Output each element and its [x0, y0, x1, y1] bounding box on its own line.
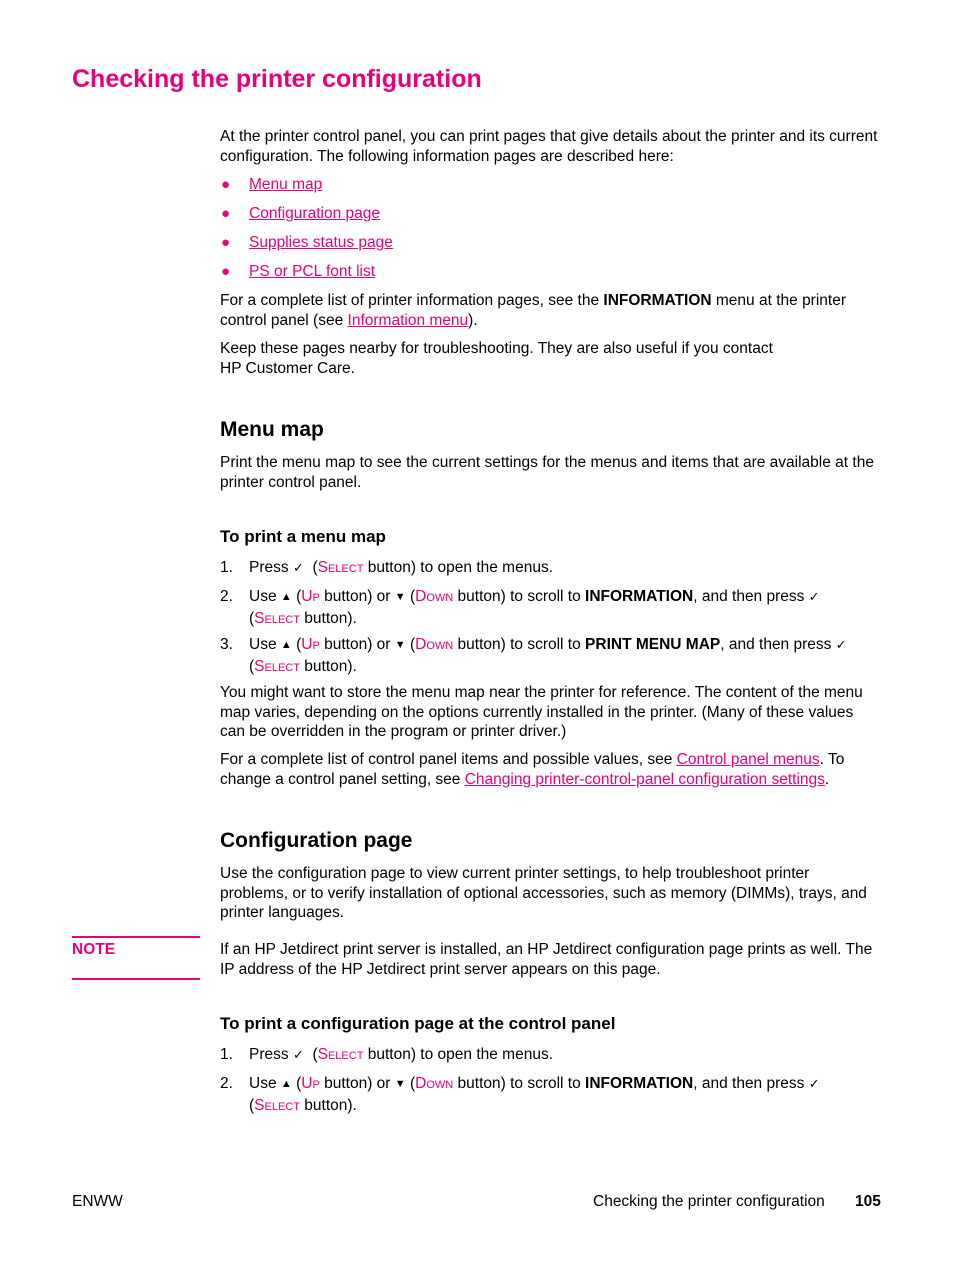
note-label: NOTE	[72, 941, 116, 958]
select-button-label: SELECT	[317, 559, 364, 576]
note-text: If an HP Jetdirect print server is installed, an HP Jetdirect configuration page prints as well. The IP address of the HP Jetdirect print server appears on this page.	[220, 941, 873, 978]
page-title: Checking the printer configuration	[72, 65, 482, 93]
list-item	[220, 262, 393, 291]
up-arrow-icon: ▲	[280, 639, 292, 651]
print-menu-map-heading: To print a menu map	[220, 527, 386, 546]
print-configuration-page-heading: To print a configuration page at the control panel	[220, 1014, 616, 1033]
up-arrow-icon: ▲	[280, 1078, 292, 1090]
link-menu-map[interactable]: Menu map	[249, 176, 323, 193]
list-item	[220, 204, 393, 233]
down-button-label: DOWN	[415, 1075, 454, 1092]
up-button-label: UP	[301, 636, 320, 653]
checkmark-icon: ✓	[292, 1047, 304, 1062]
footer-left: ENWW	[72, 1193, 123, 1210]
page-number: 105	[855, 1193, 881, 1210]
down-button-label: DOWN	[415, 636, 454, 653]
up-button-label: UP	[301, 588, 320, 605]
list-item	[220, 175, 393, 204]
note-top-rule	[72, 936, 200, 938]
link-configuration-page[interactable]: Configuration page	[249, 205, 380, 222]
menu-map-paragraph: Print the menu map to see the current settings for the menus and items that are available at the printer control panel.	[220, 454, 874, 491]
link-information-menu[interactable]: Information menu	[347, 311, 469, 329]
checkmark-icon: ✓	[808, 589, 820, 604]
config-step-1: 1. Press ✓ (SELECT button) to open the menus.	[220, 1046, 554, 1063]
link-supplies-status-page[interactable]: Supplies status page	[249, 234, 393, 251]
bullet-icon: ●	[221, 263, 231, 280]
step-2: 2. Use ▲ (UP button) or ▼ (DOWN button) to scroll to INFORMATION, and then press ✓ (SELECT button).	[220, 588, 820, 627]
bullet-icon: ●	[221, 205, 231, 222]
configuration-page-paragraph: Use the configuration page to view current printer settings, to help troubleshoot printer problems, or to verify installation of optional accessories, such as memory (DIMMs), trays, and printer languages.	[220, 865, 867, 921]
up-arrow-icon: ▲	[280, 591, 292, 603]
info-pages-list	[220, 175, 393, 291]
control-panel-paragraph: For a complete list of control panel items and possible values, see Control panel menus. To change a control panel setting, see Changing printer-control-panel configuration settings.	[220, 751, 845, 788]
list-item	[220, 233, 393, 262]
select-button-label: SELECT	[254, 1096, 300, 1114]
select-button-label: SELECT	[317, 1046, 364, 1063]
checkmark-icon: ✓	[808, 1076, 820, 1091]
link-changing-settings[interactable]: Changing printer-control-panel configuration settings	[464, 770, 825, 788]
up-button-label: UP	[301, 1075, 320, 1092]
checkmark-icon: ✓	[835, 637, 847, 652]
config-step-2: 2. Use ▲ (UP button) or ▼ (DOWN button) to scroll to INFORMATION, and then press ✓ (SELECT button).	[220, 1075, 820, 1114]
menu-map-heading: Menu map	[220, 418, 324, 441]
link-control-panel-menus[interactable]: Control panel menus	[676, 751, 820, 768]
menu-map-storage-paragraph: You might want to store the menu map near the printer for reference. The content of the menu map varies, depending on the options currently installed in the printer. (Many of these values can be overridden in the program or printer driver.)	[220, 684, 863, 740]
troubleshooting-paragraph: Keep these pages nearby for troubleshooting. They are also useful if you contact HP Customer Care.	[220, 340, 773, 377]
select-button-label: SELECT	[254, 609, 300, 627]
link-font-list[interactable]: PS or PCL font list	[249, 263, 376, 280]
info-pages-paragraph: For a complete list of printer information pages, see the INFORMATION menu at the printer control panel (see Information menu).	[220, 292, 847, 329]
down-arrow-icon: ▼	[394, 1078, 406, 1090]
checkmark-icon: ✓	[292, 560, 304, 575]
down-arrow-icon: ▼	[394, 639, 406, 651]
select-button-label: SELECT	[254, 657, 300, 675]
bullet-icon: ●	[221, 234, 231, 251]
bullet-icon: ●	[221, 176, 231, 193]
down-button-label: DOWN	[415, 588, 454, 605]
step-3: 3. Use ▲ (UP button) or ▼ (DOWN button) to scroll to PRINT MENU MAP, and then press ✓ (SELECT button).	[220, 636, 847, 675]
note-bottom-rule	[72, 978, 200, 980]
step-1: 1. Press ✓ (SELECT button) to open the menus.	[220, 559, 554, 576]
down-arrow-icon: ▼	[394, 591, 406, 603]
configuration-page-heading: Configuration page	[220, 829, 413, 852]
intro-paragraph: At the printer control panel, you can print pages that give details about the printer and its current configuration. The following information pages are described here:	[220, 128, 878, 165]
footer-section-title: Checking the printer configuration	[593, 1193, 825, 1210]
